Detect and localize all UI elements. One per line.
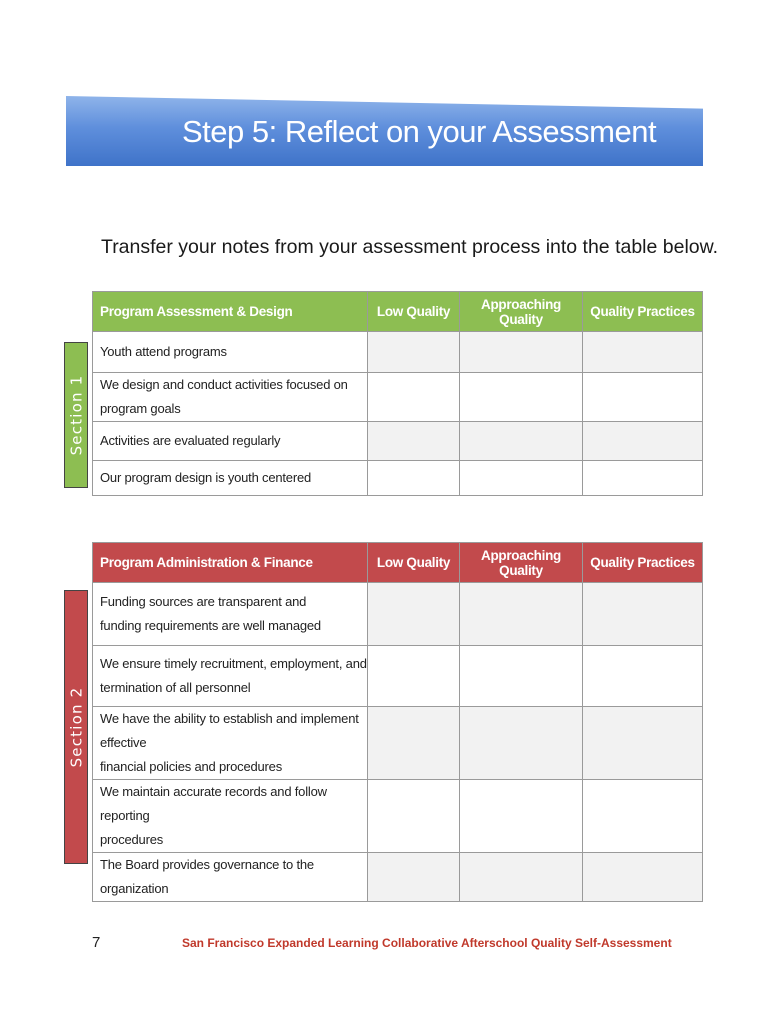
approaching-quality-cell[interactable] — [460, 373, 583, 422]
quality-practices-cell[interactable] — [583, 646, 703, 707]
instructions-text: Transfer your notes from your assessment process into the table below. — [101, 236, 719, 258]
table-row — [93, 583, 703, 646]
row-label-line: Funding sources are transparent and — [100, 594, 307, 609]
row-label: Our program design is youth centered — [93, 461, 368, 496]
quality-practices-cell[interactable] — [583, 780, 703, 853]
low-quality-cell[interactable] — [368, 646, 460, 707]
table-header-row — [93, 543, 703, 583]
low-quality-cell[interactable] — [368, 583, 460, 646]
approaching-quality-cell[interactable] — [460, 332, 583, 373]
row-label: Youth attend programs — [93, 332, 368, 373]
column-header-approaching-quality: Approaching Quality — [460, 292, 583, 332]
section-2-tab-label: Section 2 — [67, 686, 85, 768]
quality-practices-cell[interactable] — [583, 583, 703, 646]
section-1-tab — [64, 342, 88, 488]
row-label — [93, 646, 368, 707]
table-row — [93, 707, 703, 780]
low-quality-cell[interactable] — [368, 373, 460, 422]
quality-practices-cell[interactable] — [583, 853, 703, 902]
page-number: 7 — [92, 934, 101, 951]
table-row — [93, 422, 703, 461]
column-header: Program Assessment & Design — [93, 292, 368, 332]
footer-text: San Francisco Expanded Learning Collaborative Afterschool Quality Self-Assessment — [182, 936, 672, 950]
column-header-approaching-quality: Approaching Quality — [460, 543, 583, 583]
row-label: Activities are evaluated regularly — [93, 422, 368, 461]
table-row — [93, 853, 703, 902]
approaching-quality-cell[interactable] — [460, 583, 583, 646]
low-quality-cell[interactable] — [368, 780, 460, 853]
quality-practices-cell[interactable] — [583, 461, 703, 496]
quality-practices-cell[interactable] — [583, 707, 703, 780]
quality-practices-cell[interactable] — [583, 373, 703, 422]
low-quality-cell[interactable] — [368, 461, 460, 496]
column-header-quality-practices: Quality Practices — [583, 543, 703, 583]
row-label: We design and conduct activities focused on program goals — [93, 373, 368, 422]
row-label-line: We have the ability to establish and implement effective — [100, 711, 359, 750]
section-2-tab — [64, 590, 88, 864]
row-label-line: procedures — [100, 832, 164, 847]
table-row — [93, 373, 703, 422]
approaching-quality-cell[interactable] — [460, 853, 583, 902]
low-quality-cell[interactable] — [368, 422, 460, 461]
quality-practices-cell[interactable] — [583, 422, 703, 461]
section-1-tab-label: Section 1 — [67, 374, 85, 456]
approaching-quality-cell[interactable] — [460, 461, 583, 496]
row-label — [93, 707, 368, 780]
table-row — [93, 332, 703, 373]
quality-practices-cell[interactable] — [583, 332, 703, 373]
column-header: Program Administration & Finance — [93, 543, 368, 583]
program-assessment-table — [92, 291, 703, 496]
row-label — [93, 780, 368, 853]
column-header-quality-practices: Quality Practices — [583, 292, 703, 332]
column-header-low-quality: Low Quality — [368, 292, 460, 332]
column-header-low-quality: Low Quality — [368, 543, 460, 583]
table-row — [93, 461, 703, 496]
approaching-quality-cell[interactable] — [460, 780, 583, 853]
row-label-line: We ensure timely recruitment, employment, and — [100, 656, 367, 671]
table-row — [93, 646, 703, 707]
table-header-row — [93, 292, 703, 332]
low-quality-cell[interactable] — [368, 853, 460, 902]
program-administration-table — [92, 542, 703, 902]
approaching-quality-cell[interactable] — [460, 646, 583, 707]
row-label: The Board provides governance to the organization — [93, 853, 368, 902]
page-title: Step 5: Reflect on your Assessment — [182, 114, 657, 149]
row-label-line: financial policies and procedures — [100, 759, 283, 774]
low-quality-cell[interactable] — [368, 707, 460, 780]
row-label-line: We maintain accurate records and follow reporting — [100, 784, 327, 823]
low-quality-cell[interactable] — [368, 332, 460, 373]
approaching-quality-cell[interactable] — [460, 422, 583, 461]
approaching-quality-cell[interactable] — [460, 707, 583, 780]
row-label — [93, 583, 368, 646]
row-label-line: termination of all personnel — [100, 680, 251, 695]
row-label-line: funding requirements are well managed — [100, 618, 321, 633]
table-row — [93, 780, 703, 853]
